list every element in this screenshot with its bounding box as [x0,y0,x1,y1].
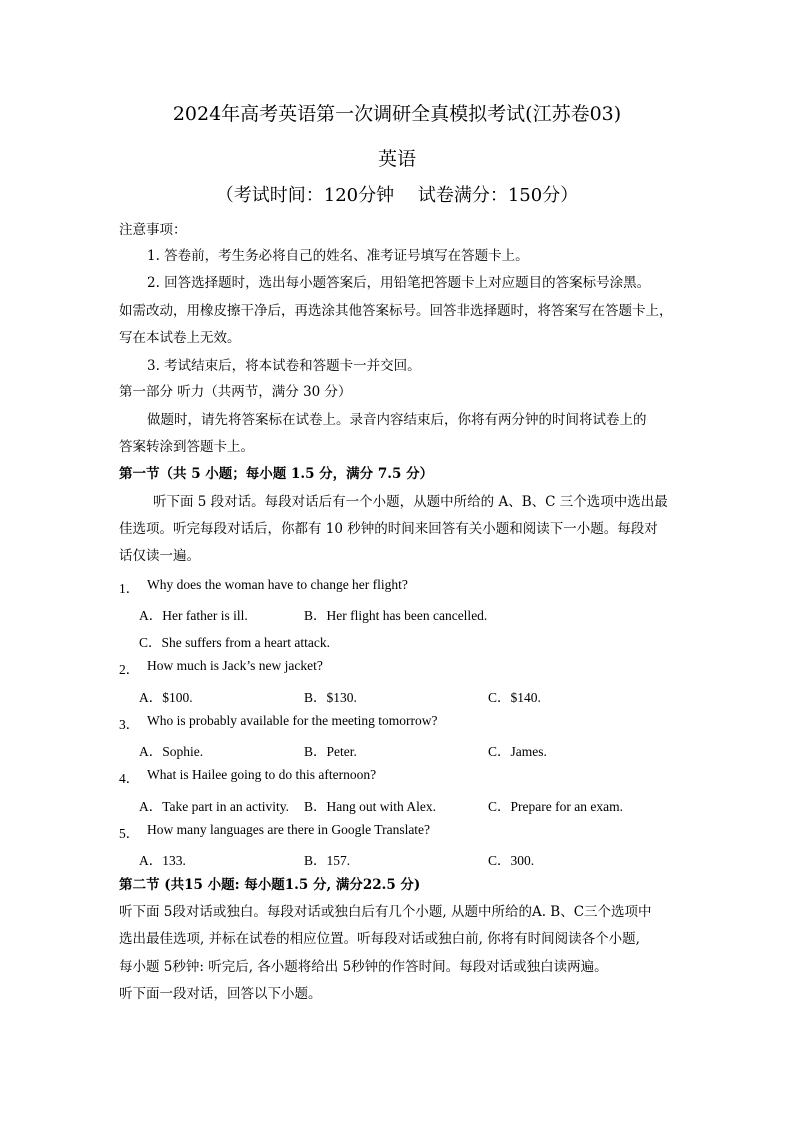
option-c: C．She suffers from a heart attack. [139,635,330,650]
question-number: 4． [119,771,140,786]
section1-heading: 第一节（共 5 小题；每小题 1.5 分，满分 7.5 分） [119,466,434,482]
option-a: A．Take part in an activity. [139,799,290,814]
section2-intro-line-1: 听下面 5段对话或独白。每段对话或独白后有几个小题, 从题中所给的A. B、C三个选项中 [119,904,652,920]
option-b: B．157. [304,853,351,868]
section1-intro-line-3: 话仅读一遍。 [119,548,200,564]
section2-intro-line-3: 每小题 5秒钟: 听完后, 各小题将给出 5秒钟的作答时间。每段对话或独白读两遍。 [119,959,608,975]
section1-intro-line-2: 佳选项。听完每段对话后，你都有 10 秒钟的时间来回答有关小题和阅读下一小题。每段对 [119,521,658,537]
notes-item-2-line-3: 写在本试卷上无效。 [119,330,241,346]
question-number: 3． [119,717,140,732]
question-text: How much is Jack’s new jacket? [147,658,323,673]
option-c: C．$140. [488,690,541,705]
question-text: Who is probably available for the meeting tomorrow? [147,713,438,728]
option-a: A．133. [139,853,186,868]
section2-intro-line-2: 选出最佳选项, 并标在试卷的相应位置。听每段对话或独白前, 你将有时间阅读各个小题, [119,931,640,947]
option-a: A．$100. [139,690,193,705]
notes-item-1: 1. 答卷前，考生务必将自己的姓名、准考证号填写在答题卡上。 [147,248,529,264]
section1-intro-line-1: 听下面 5 段对话。每段对话后有一个小题，从题中所给的 A、B、C 三个选项中选出最 [153,494,668,510]
notes-item-2-line-2: 如需改动，用橡皮擦干净后，再选涂其他答案标号。回答非选择题时，将答案写在答题卡上， [119,303,673,319]
question-number: 2． [119,662,140,677]
option-c: C．Prepare for an exam. [488,799,623,814]
section2-instruction: 听下面一段对话，回答以下小题。 [119,986,322,1002]
notes-item-3: 3. 考试结束后，将本试卷和答题卡一并交回。 [147,358,421,374]
option-c: C．300. [488,853,535,868]
question-number: 1． [119,581,140,596]
part1-intro-line-1: 做题时，请先将答案标在试卷上。录音内容结束后，你将有两分钟的时间将试卷上的 [147,412,647,428]
option-c: C．James. [488,744,547,759]
option-a: A．Her father is ill. [139,608,248,623]
part1-intro-line-2: 答案转涂到答题卡上。 [119,439,254,455]
notes-heading: 注意事项： [119,222,187,238]
section2-heading: 第二节 (共15 小题: 每小题1.5 分, 满分22.5 分) [119,877,421,893]
option-b: B．Hang out with Alex. [304,799,436,814]
time-info: （考试时间：120分钟 试卷满分：150分） [215,185,579,206]
question-text: Why does the woman have to change her flight? [147,577,408,592]
part1-heading: 第一部分 听力（共两节，满分 30 分） [119,384,352,400]
question-number: 5． [119,826,140,841]
question-text: What is Hailee going to do this afternoon? [147,767,377,782]
exam-title: 2024年高考英语第一次调研全真模拟考试(江苏卷03) [172,103,622,125]
question-text: How many languages are there in Google Translate? [147,822,431,837]
subject-heading: 英语 [377,148,416,170]
option-b: B．Peter. [304,744,357,759]
option-b: B．$130. [304,690,357,705]
option-b: B．Her flight has been cancelled. [304,608,488,623]
option-a: A．Sophie. [139,744,204,759]
notes-item-2-line-1: 2. 回答选择题时，选出每小题答案后，用铅笔把答题卡上对应题目的答案标号涂黑。 [147,275,651,291]
